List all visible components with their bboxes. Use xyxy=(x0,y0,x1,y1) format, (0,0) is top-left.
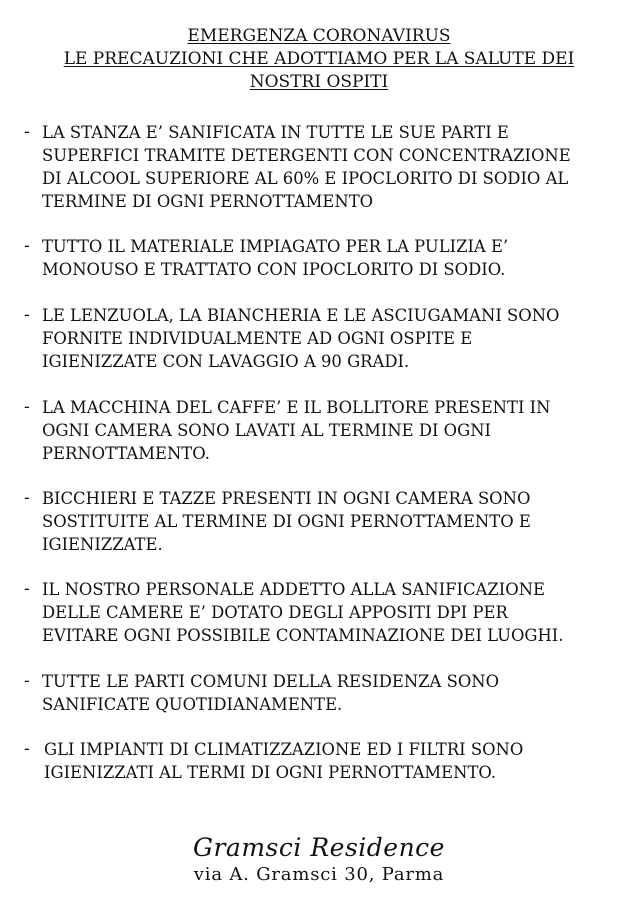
list-item-line: SUPERFICI TRAMITE DETERGENTI CON CONCENTRAZIONE xyxy=(42,146,571,165)
bullet-dash: - xyxy=(24,236,30,256)
list-item-line: SANIFICATE QUOTIDIANAMENTE. xyxy=(42,695,343,714)
list-item-line: FORNITE INDIVIDUALMENTE AD OGNI OSPITE E xyxy=(42,329,473,348)
list-item-line: IGIENIZZATI AL TERMI DI OGNI PERNOTTAMENTO. xyxy=(44,763,497,782)
list-item-text xyxy=(42,396,622,465)
bullet-dash: - xyxy=(24,488,30,508)
bullet-dash: - xyxy=(24,397,30,417)
list-item-text xyxy=(42,235,622,281)
bullet-dash: - xyxy=(24,122,30,142)
signature-address: via A. Gramsci 30, Parma xyxy=(193,864,445,885)
list-item-line: SOSTITUITE AL TERMINE DI OGNI PERNOTTAMENTO E xyxy=(42,512,531,531)
list-item-line: BICCHIERI E TAZZE PRESENTI IN OGNI CAMERA SONO xyxy=(42,489,531,508)
list-item-line: EVITARE OGNI POSSIBILE CONTAMINAZIONE DEI LUOGHI. xyxy=(42,626,564,645)
list-item-line: IGIENIZZATE. xyxy=(42,535,163,554)
list-item-line: IGIENIZZATE CON LAVAGGIO A 90 GRADI. xyxy=(42,352,410,371)
list-item-text xyxy=(42,121,622,213)
list-item-text xyxy=(42,670,622,716)
list-item-line: DELLE CAMERE E’ DOTATO DEGLI APPOSITI DPI PER xyxy=(42,603,508,622)
bullet-dash: - xyxy=(24,579,30,599)
bullet-dash: - xyxy=(24,739,30,759)
list-item-line: LA STANZA E’ SANIFICATA IN TUTTE LE SUE PARTI E xyxy=(42,123,509,142)
list-item-line: TUTTO IL MATERIALE IMPIAGATO PER LA PULIZIA E’ xyxy=(42,237,509,256)
title-line-2: LE PRECAUZIONI CHE ADOTTIAMO PER LA SALUTE DEI xyxy=(63,49,575,69)
title-line-3: NOSTRI OSPITI xyxy=(249,72,389,92)
bullet-dash: - xyxy=(24,671,30,691)
list-item-line: LE LENZUOLA, LA BIANCHERIA E LE ASCIUGAMANI SONO xyxy=(42,306,560,325)
list-item-text xyxy=(42,487,622,556)
signature-name: Gramsci Residence xyxy=(193,833,445,862)
title-line-1: EMERGENZA CORONAVIRUS xyxy=(187,26,451,46)
list-item-line: IL NOSTRO PERSONALE ADDETTO ALLA SANIFICAZIONE xyxy=(42,580,546,599)
list-item-text xyxy=(44,738,624,784)
list-item-line: OGNI CAMERA SONO LAVATI AL TERMINE DI OGNI xyxy=(42,421,492,440)
bullet-dash: - xyxy=(24,305,30,325)
list-item-line: MONOUSO E TRATTATO CON IPOCLORITO DI SODIO. xyxy=(42,260,506,279)
list-item-line: TERMINE DI OGNI PERNOTTAMENTO xyxy=(42,192,374,211)
list-item-line: DI ALCOOL SUPERIORE AL 60% E IPOCLORITO DI SODIO AL xyxy=(42,169,569,188)
list-item-text xyxy=(42,578,622,647)
list-item-line: LA MACCHINA DEL CAFFE’ E IL BOLLITORE PRESENTI IN xyxy=(42,398,551,417)
list-item-line: TUTTE LE PARTI COMUNI DELLA RESIDENZA SONO xyxy=(42,672,500,691)
list-item-line: GLI IMPIANTI DI CLIMATIZZAZIONE ED I FILTRI SONO xyxy=(44,740,524,759)
list-item-line: PERNOTTAMENTO. xyxy=(42,444,210,463)
list-item-text xyxy=(42,304,622,373)
